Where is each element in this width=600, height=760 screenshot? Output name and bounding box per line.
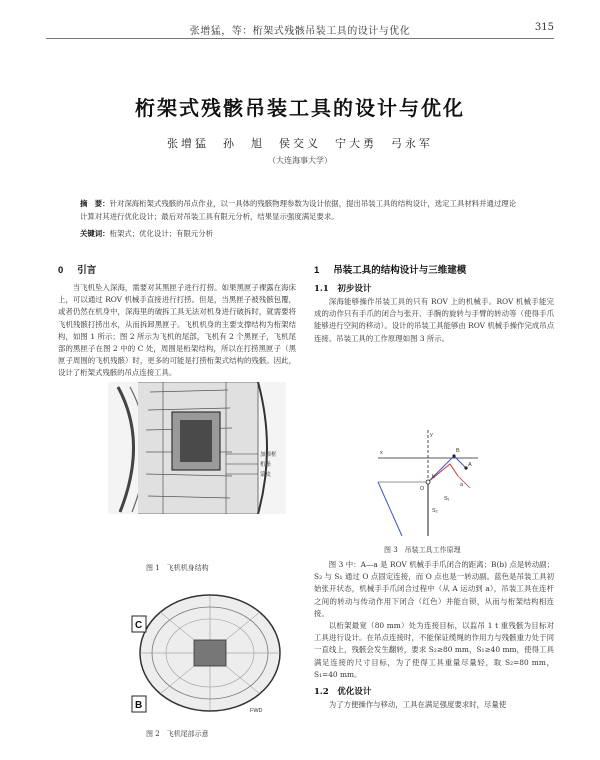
figure-1-fuselage-structure (108, 382, 286, 514)
right-column (314, 262, 554, 345)
figure-3-caption: 图 3 吊装工具工作原理 (384, 546, 461, 554)
subsection-1-1-heading (314, 282, 554, 294)
abstract (80, 197, 520, 240)
page-number: 315 (534, 22, 554, 33)
figure-3-label-a: a (460, 482, 464, 488)
keywords-label: 关键词： (80, 229, 110, 238)
figure-2-tail-section (130, 588, 290, 718)
authors: 张增猛 孙 旭 侯交义 宁大勇 弓永军 (167, 137, 433, 150)
figure-1-label-skin: 蒙皮 (260, 472, 272, 478)
section-0-number: 0 (58, 265, 64, 276)
subsection-1-2-heading (314, 685, 554, 697)
figure-3-working-principle (358, 428, 498, 538)
figure-3-label-x: x (380, 450, 383, 456)
figure-1-caption: 图 1 飞机机身结构 (146, 564, 209, 572)
abstract-label: 摘 要： (80, 199, 110, 208)
design-target-paragraph: 以桁架最宽（80 mm）处为连接目标，以监吊 1 t 重残骸为目标对工具进行设计。在吊点连接时，不能保证缆绳的作用力与残骸重力处于同一直线上，残骸会发生翻转，要求 S₂≥80 mm，S₁≥40 mm，使得工具满足连接的尺寸目标，为了使得工具重量尽量轻，取 S₂=80 mm，S₁=40 mm。 (314, 621, 554, 679)
figure-3-label-b: b (432, 474, 436, 480)
running-head: 张增猛，等：桁架式残骸吊装工具的设计与优化 (189, 26, 411, 37)
figure-1-label-stringer: 桁条 (260, 462, 272, 468)
abstract-text: 针对深海桁架式残骸的吊点作业，以一具体的残骸物理参数为设计依据，提出吊装工具的结构设计，选定工具材料并通过理论计算对其进行优化设计；最后对吊装工具有限元分析，结果显示强度满足要求。 (80, 199, 517, 221)
left-column (58, 262, 296, 380)
subsection-1-1-paragraph: 深海能够操作吊装工具的只有 ROV 上的机械手。ROV 机械手能完成的动作只有手爪的闭合与张开、手腕的旋转与手臂的转动等（使得手爪能够进行空间的移动）。设计的吊装工具能够由 ROV 机械手操作完成吊点连接。吊装工具的工作原理如图 3 所示。 (314, 297, 554, 343)
section-1-heading (314, 262, 554, 276)
figure-3-explanation: 图 3 中：A—a 是 ROV 机械手手爪闭合的距离；B(b) 点是转动副；S₂ 与 S₁ 通过 O 点固定连接，而 O 点也是一转动副。蓝色是吊装工具初始张开状态，机械手手爪闭合过程中（从 A 运动到 a），吊装工具在连杆之间的转动与传动作用下闭合（红色）并能自锁，从而与桁架结构相连接。 (314, 560, 554, 618)
figure-2-label-fwd: FWD (250, 708, 263, 714)
subsection-1-1-number: 1.1 (314, 284, 329, 294)
figure-3-label-O: O (420, 486, 425, 492)
figure-2-label-c: C (135, 620, 143, 631)
section-0-heading (58, 262, 296, 276)
figure-3-label-B: B (456, 448, 460, 454)
paper-title: 桁架式残骸吊装工具的设计与优化 (135, 96, 465, 120)
section-0-paragraph: 当飞机坠入深海，需要对其黑匣子进行打捞。如果黑匣子裸露在海床上，可以通过 ROV 机械手直接进行打捞。但是，当黑匣子被残骸包覆，或者仍然在机身中，深海里的破拆工具无法对机身进行破拆时，就需要将飞机残骸打捞出水，从而拆卸黑匣子。飞机机身的主要支撑结构为桁架结构，如图 1 所示；图 2 所示为飞机的尾部，飞机有 2 个黑匣子，飞机尾部的黑匣子在图 2 中的 C 处，周围是桁架结构，所以在打捞黑匣子（黑匣子周围的飞机残骸）时，更多的可能是打捞桁架式结构的残骸。因此，设计了桁架式残骸的吊点连接工具。 (58, 283, 296, 378)
affiliation: （大连海事大学） (268, 156, 332, 165)
keywords-text: 桁架式；优化设计；有限元分析 (109, 229, 214, 238)
figure-2-label-b: B (135, 700, 143, 711)
section-1-number: 1 (314, 265, 320, 276)
subsection-1-2-title: 优化设计 (337, 687, 372, 698)
figure-2-caption: 图 2 飞机尾部示意 (146, 730, 209, 738)
section-0-title: 引言 (77, 265, 97, 276)
subsection-1-1-title: 初步设计 (337, 284, 372, 294)
subsection-1-2-number: 1.2 (314, 687, 329, 698)
header-rule (46, 38, 554, 39)
keywords (80, 227, 520, 240)
section-1-title: 吊装工具的结构设计与三维建模 (333, 265, 467, 276)
figure-3-label-s2: S₂ (432, 508, 438, 514)
figure-3-label-s1: S₁ (444, 496, 450, 502)
right-column-lower (314, 559, 554, 711)
figure-1-label-frame: 加强框 (260, 452, 277, 458)
subsection-1-2-paragraph: 为了方便操作与移动，工具在满足强度要求时，尽量使 (328, 700, 507, 710)
figure-3-label-A: A (468, 462, 472, 468)
figure-3-label-y: y (430, 432, 433, 438)
